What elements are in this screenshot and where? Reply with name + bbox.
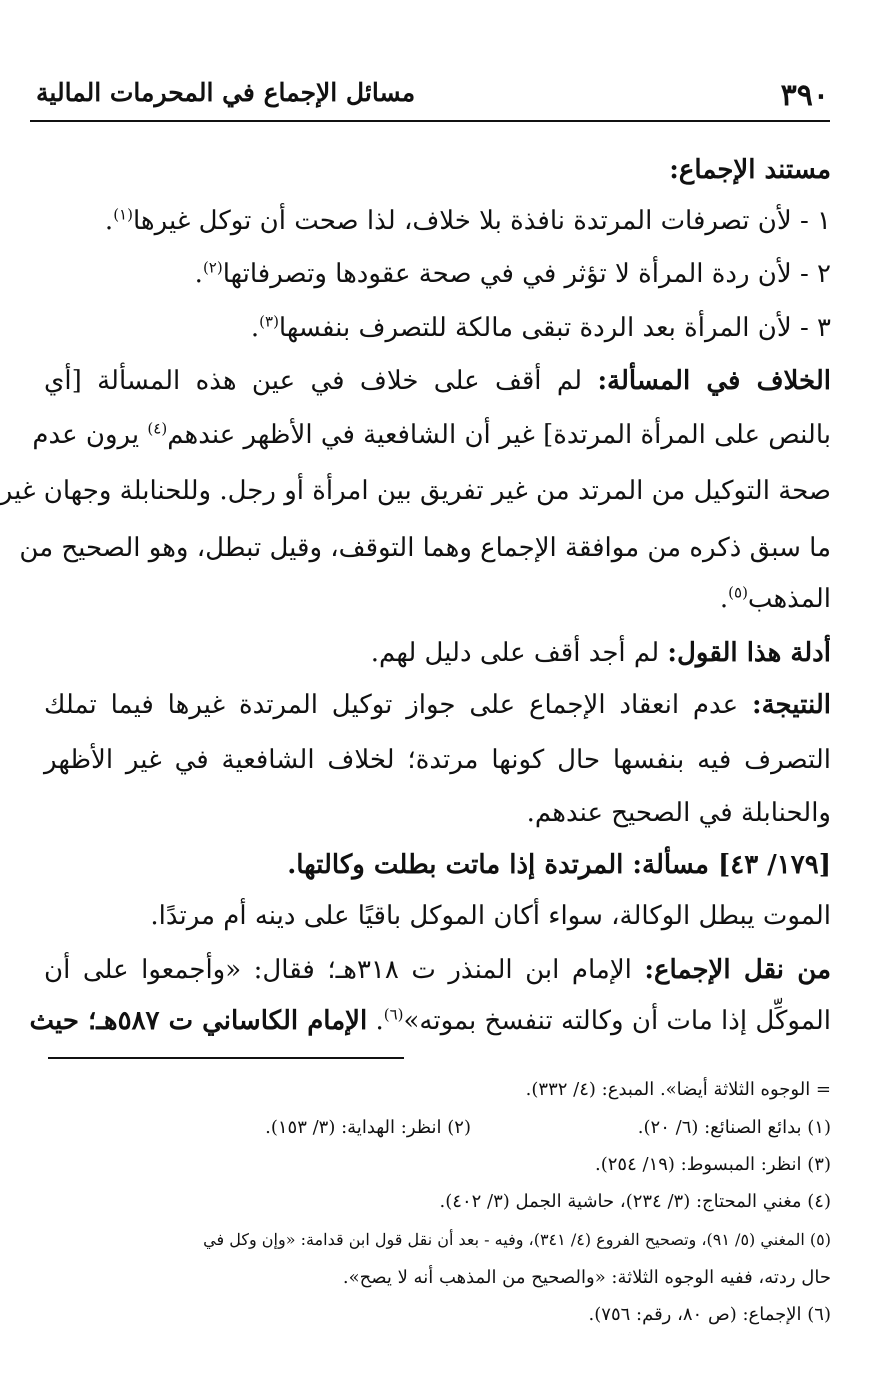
footnote-ref[interactable]: (٢): [202, 258, 223, 277]
text-line: صحة التوكيل من المرتد من غير تفريق بين امرأة أو رجل. وللحنابلة وجهان غير: [0, 476, 831, 506]
text-line: الموت يبطل الوكالة، سواء أكان الموكل باقيًا على دينه أم مرتدًا.: [150, 901, 831, 931]
page-number: ٣٩٠: [780, 78, 829, 113]
text-line: والحنابلة في الصحيح عندهم.: [526, 798, 831, 828]
text-line: المذهب$^{(٥)}$.: [719, 583, 831, 614]
running-title: مسائل الإجماع في المحرمات المالية: [36, 78, 416, 107]
footnote-2: (٢) انظر: الهداية: (٣/ ١٥٣).: [265, 1117, 471, 1138]
inline-heading: الخلاف في المسألة:: [597, 366, 831, 396]
footnote-3: (٣) انظر: المبسوط: (١٩/ ٢٥٤).: [595, 1154, 831, 1175]
footnote-separator: [48, 1057, 404, 1059]
text-line: بالنص على المرأة المرتدة] غير أن الشافعية في الأظهر عندهم$^{(٤)}$ يرون عدم: [32, 419, 831, 450]
text-line: ٢ - لأن ردة المرأة لا تؤثر في في صحة عقودها وتصرفاتها$^{(٢)}$.: [194, 258, 831, 289]
text-line: الموكِّل إذا مات أن وكالته تنفسخ بموته»$^{(٦)}$. الإمام الكاساني ت ٥٨٧هـ؛ حيث: [29, 1005, 831, 1036]
footnote-ref[interactable]: (٤): [147, 419, 168, 438]
text-line: ١ - لأن تصرفات المرتدة نافذة بلا خلاف، لذا صحت أن توكل غيرها$^{(١)}$.: [104, 205, 831, 236]
footnote-6: (٦) الإجماع: (ص ٨٠، رقم: ٧٥٦).: [588, 1304, 831, 1325]
footnote: = الوجوه الثلاثة أيضا». المبدع: (٤/ ٣٣٢).: [525, 1079, 831, 1100]
text-line: الخلاف في المسألة: لم أقف على خلاف في عين هذه المسألة [أي: [44, 366, 831, 396]
issue-heading: [١٧٩/ ٤٣] مسألة: المرتدة إذا ماتت بطلت وكالتها.: [287, 850, 831, 880]
footnote-ref[interactable]: (٦): [383, 1005, 404, 1024]
footnote-5: (٥) المغني (٥/ ٩١)، وتصحيح الفروع (٤/ ٣٤١)، وفيه - بعد أن نقل قول ابن قدامة: «وإن وكل في: [203, 1230, 831, 1249]
footnote-ref[interactable]: (٥): [728, 583, 748, 602]
header-rule: [30, 120, 830, 122]
footnote-1: (١) بدائع الصنائع: (٦/ ٢٠).: [637, 1117, 831, 1138]
text-line: ٣ - لأن المرأة بعد الردة تبقى مالكة للتصرف بنفسها$^{(٣)}$.: [250, 312, 831, 343]
footnote-4: (٤) مغني المحتاج: (٣/ ٢٣٤)، حاشية الجمل (٣/ ٤٠٢).: [439, 1191, 831, 1212]
inline-heading: أدلة هذا القول:: [667, 638, 831, 668]
inline-heading: من نقل الإجماع:: [644, 955, 832, 985]
text-line: من نقل الإجماع: الإمام ابن المنذر ت ٣١٨هـ؛ فقال: «وأجمعوا على أن: [44, 955, 832, 985]
footnote-row: [40, 1113, 831, 1143]
footnote-ref[interactable]: (١): [113, 205, 133, 224]
footnote-ref[interactable]: (٣): [259, 312, 279, 331]
text-line: النتيجة: عدم انعقاد الإجماع على جواز توكيل المرتدة غيرها فيما تملك: [44, 690, 831, 720]
inline-heading: النتيجة:: [751, 690, 831, 720]
page-header: [36, 74, 829, 118]
text-line: التصرف فيه بنفسها حال كونها مرتدة؛ لخلاف الشافعية في غير الأظهر: [44, 745, 831, 775]
section-heading-basis: مستند الإجماع:: [669, 155, 831, 185]
footnote-5-cont: حال ردته، ففيه الوجوه الثلاثة: «والصحيح من المذهب أنه لا يصح».: [342, 1267, 831, 1288]
text-line: ما سبق ذكره من موافقة الإجماع وهما التوقف، وقيل تبطل، وهو الصحيح من: [19, 533, 831, 563]
text-line: أدلة هذا القول: لم أجد أقف على دليل لهم.: [370, 638, 831, 668]
